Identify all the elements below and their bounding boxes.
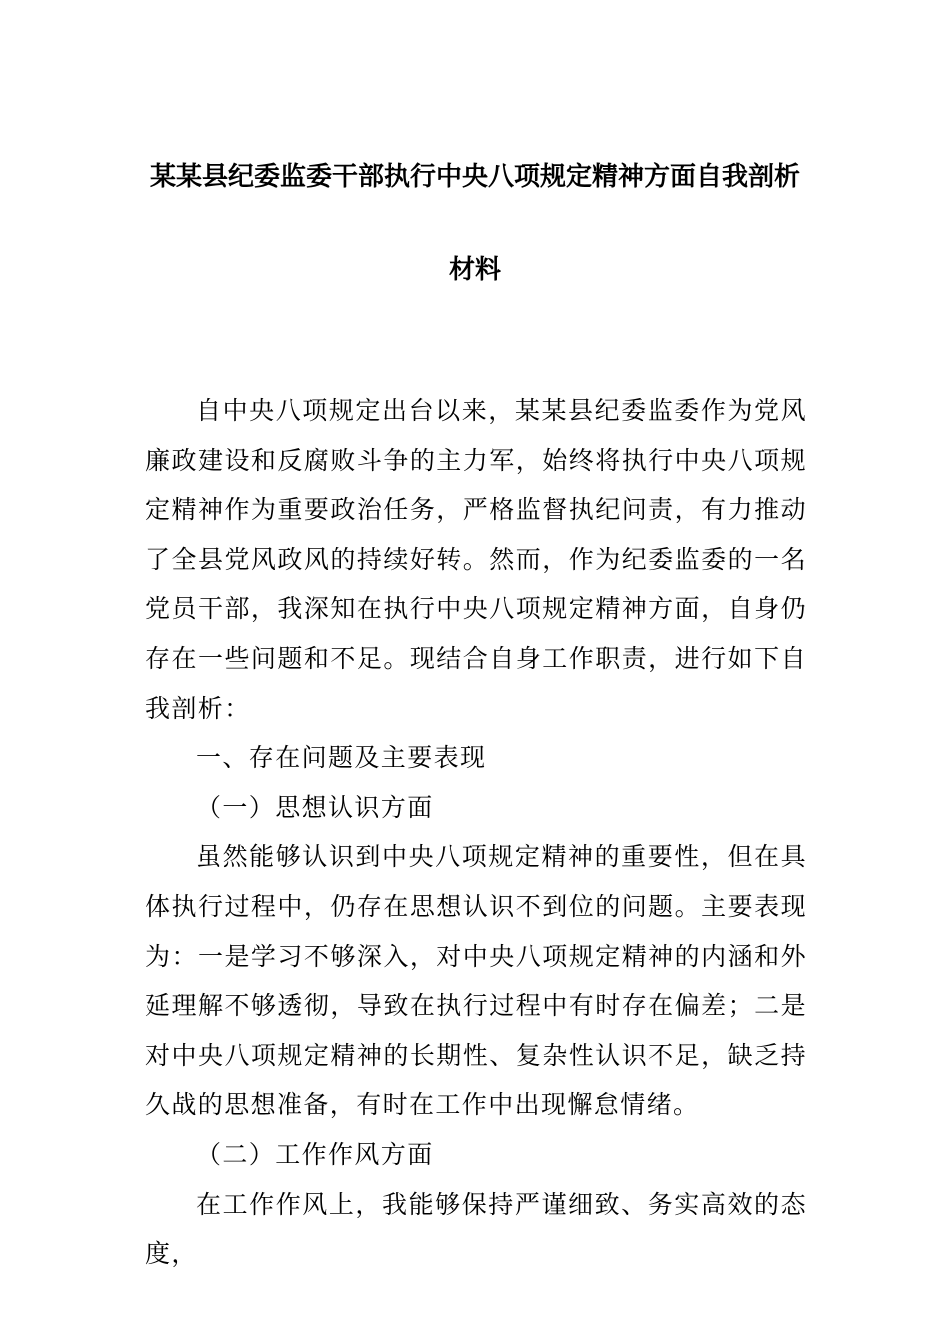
- document-title-line1: 某某县纪委监委干部执行中央八项规定精神方面自我剖析: [149, 162, 800, 192]
- subsection-paragraph-2: 在工作作风上，我能够保持严谨细致、务实高效的态度，: [145, 1189, 807, 1269]
- document-title-line2: 材料: [448, 255, 501, 285]
- intro-paragraph: 自中央八项规定出台以来，某某县纪委监委作为党风廉政建设和反腐败斗争的主力军，始终将执行中央八项规定精神作为重要政治任务，严格监督执纪问责，有力推动了全县党风政风的持续好转。然而，作为纪委监委的一名党员干部，我深知在执行中央八项规定精神方面，自身仍存在一些问题和不足。现结合自身工作职责，进行如下自我剖析：: [145, 396, 807, 723]
- section-heading-1: 一、存在问题及主要表现: [196, 743, 487, 773]
- document-body: [145, 386, 807, 1279]
- subsection-heading-1: （一）思想认识方面: [196, 792, 434, 822]
- subsection-paragraph-1: 虽然能够认识到中央八项规定精神的重要性，但在具体执行过程中，仍存在思想认识不到位的问题。主要表现为：一是学习不够深入，对中央八项规定精神的内涵和外延理解不够透彻，导致在执行过程中有时存在偏差；二是对中央八项规定精神的长期性、复杂性认识不足，缺乏持久战的思想准备，有时在工作中出现懈怠情绪。: [145, 842, 807, 1120]
- subsection-heading-2: （二）工作作风方面: [196, 1139, 434, 1169]
